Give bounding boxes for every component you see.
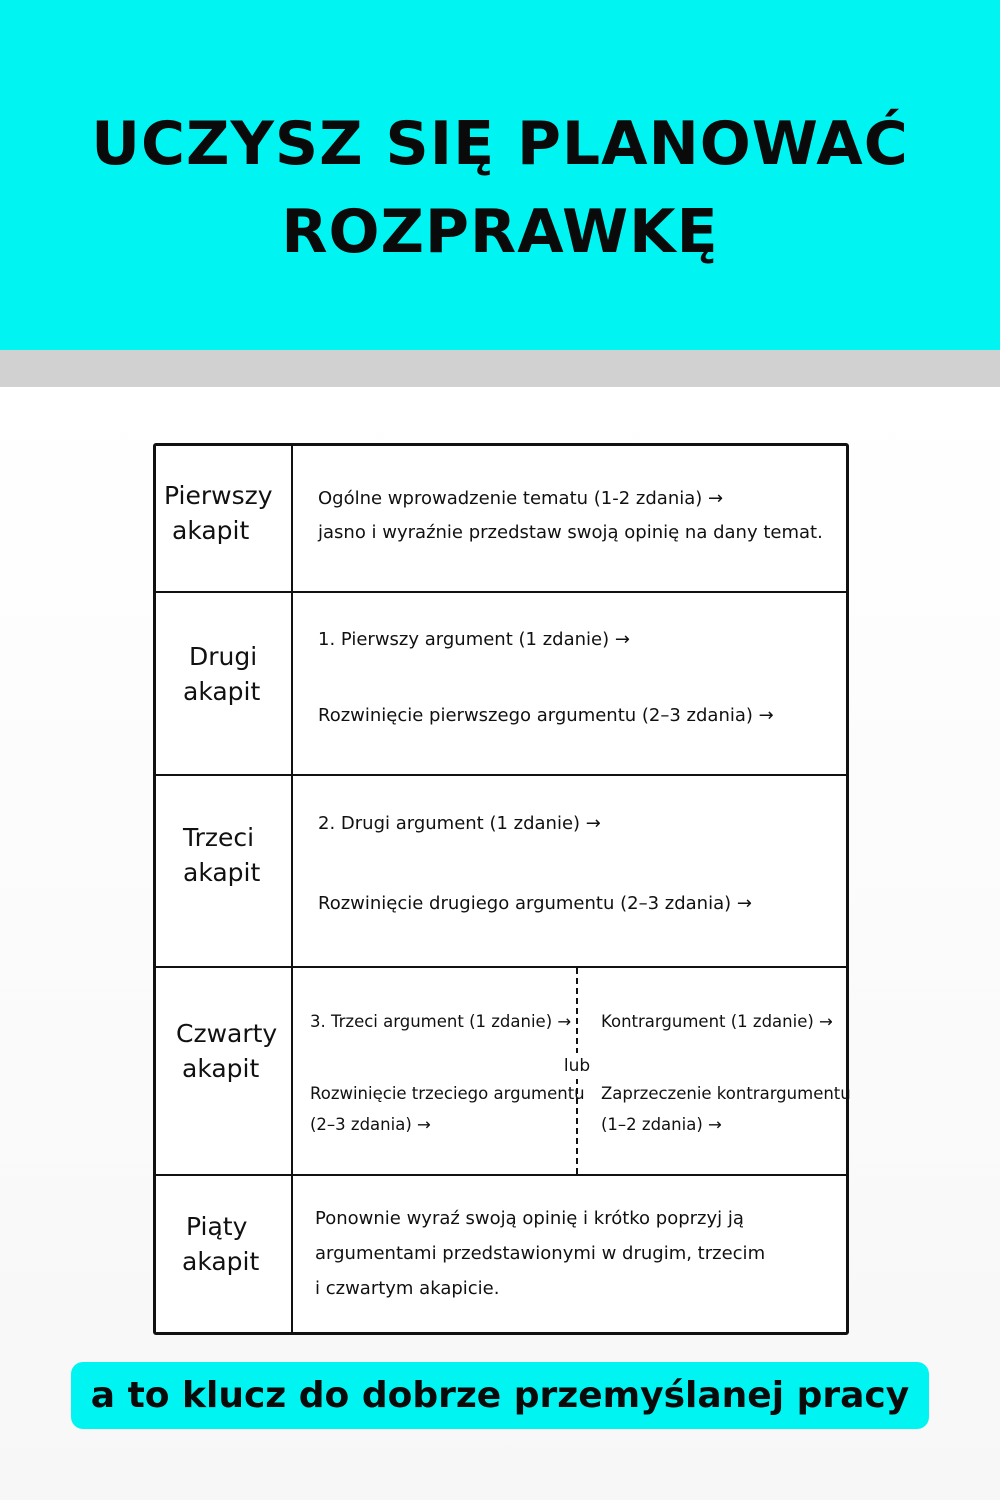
page-title-line-2: ROZPRAWKĘ bbox=[281, 197, 719, 267]
paragraph-text-line: i czwartym akapicie. bbox=[315, 1278, 500, 1299]
paragraph-label-line: Drugi bbox=[189, 642, 258, 671]
counterargument-rebuttal: (1–2 zdania) → bbox=[601, 1115, 722, 1134]
argument-title: 1. Pierwszy argument (1 zdanie) → bbox=[318, 629, 630, 650]
paragraph-text-line: Ponownie wyraź swoją opinię i krótko poprzyj ją bbox=[315, 1208, 744, 1229]
paragraph-label-cell bbox=[156, 593, 293, 774]
paragraph-content-cell bbox=[293, 593, 846, 774]
paragraph-row-3 bbox=[156, 774, 846, 966]
paragraph-row-5 bbox=[156, 1174, 846, 1332]
paragraph-label bbox=[164, 478, 274, 548]
paragraph-content-cell bbox=[293, 968, 851, 1174]
argument-title: 2. Drugi argument (1 zdanie) → bbox=[318, 813, 601, 834]
page-title bbox=[0, 100, 1000, 276]
paragraph-label bbox=[164, 1016, 278, 1086]
paragraph-label-line: akapit bbox=[182, 1054, 260, 1083]
paragraph-content-cell bbox=[293, 1176, 846, 1332]
paragraph-label-line: Pierwszy bbox=[164, 481, 273, 510]
paragraph-row-1 bbox=[156, 446, 846, 591]
paragraph-label bbox=[171, 820, 281, 890]
header-shadow-band bbox=[0, 350, 1000, 387]
argument-development: Rozwinięcie trzeciego argumentu bbox=[310, 1084, 585, 1103]
argument-development: (2–3 zdania) → bbox=[310, 1115, 431, 1134]
paragraph-row-4 bbox=[156, 966, 851, 1174]
paragraph-label bbox=[171, 639, 281, 709]
paragraph-text-line: jasno i wyraźnie przedstaw swoją opinię na dany temat. bbox=[318, 522, 823, 543]
footer-tagline: a to klucz do dobrze przemyślanej pracy bbox=[90, 1375, 910, 1416]
paragraph-label-line: Trzeci bbox=[183, 823, 255, 852]
paragraph-label-cell bbox=[156, 776, 293, 966]
argument-development: Rozwinięcie pierwszego argumentu (2–3 zdania) → bbox=[318, 705, 774, 726]
essay-plan-table bbox=[153, 443, 849, 1335]
paragraph-label-line: akapit bbox=[182, 1247, 260, 1276]
paragraph-row-2 bbox=[156, 591, 846, 774]
paragraph-label-line: akapit bbox=[172, 516, 250, 545]
counterargument-rebuttal: Zaprzeczenie kontrargumentu bbox=[601, 1084, 851, 1103]
paragraph-label-cell bbox=[156, 1176, 293, 1332]
counterargument-title: Kontrargument (1 zdanie) → bbox=[601, 1012, 833, 1031]
paragraph-content-cell bbox=[293, 446, 846, 591]
alternative-separator: lub bbox=[558, 1053, 596, 1079]
paragraph-label-line: Piąty bbox=[186, 1212, 248, 1241]
argument-title: 3. Trzeci argument (1 zdanie) → bbox=[310, 1012, 572, 1031]
paragraph-text-line: Ogólne wprowadzenie tematu (1-2 zdania) → bbox=[318, 488, 724, 509]
paragraph-label-line: akapit bbox=[183, 858, 261, 887]
paragraph-label-line: Czwarty bbox=[176, 1019, 278, 1048]
paragraph-label-cell bbox=[156, 446, 293, 591]
footer-banner bbox=[71, 1362, 929, 1429]
page-title-line-1: UCZYSZ SIĘ PLANOWAĆ bbox=[91, 109, 909, 179]
paragraph-text-line: argumentami przedstawionymi w drugim, trzecim bbox=[315, 1243, 766, 1264]
argument-development: Rozwinięcie drugiego argumentu (2–3 zdania) → bbox=[318, 893, 752, 914]
paragraph-label bbox=[164, 1209, 274, 1279]
paragraph-content-cell bbox=[293, 776, 846, 966]
paragraph-label-line: akapit bbox=[183, 677, 261, 706]
paragraph-label-cell bbox=[156, 968, 293, 1174]
header-banner bbox=[0, 0, 1000, 350]
